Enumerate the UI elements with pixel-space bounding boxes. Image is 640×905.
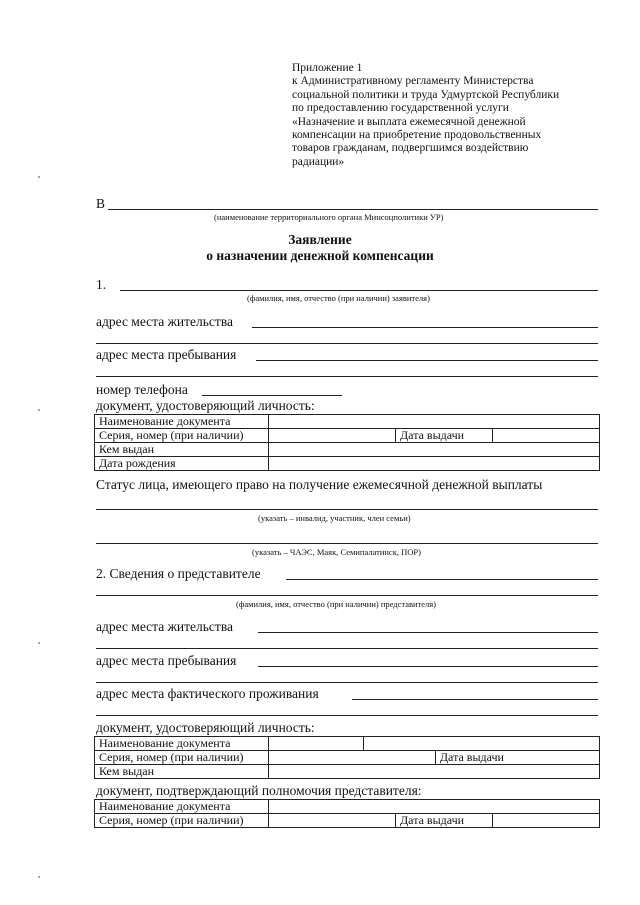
- series-cell[interactable]: [269, 814, 396, 828]
- issue-date-cell[interactable]: [493, 429, 600, 443]
- issue-date-label: Дата выдачи: [396, 429, 493, 443]
- document-subtitle: о назначении денежной компенсации: [206, 248, 434, 263]
- representative-id-table: [94, 736, 600, 779]
- series-cell[interactable]: [269, 429, 396, 443]
- table-row: [95, 814, 600, 828]
- section1-number: 1.: [96, 277, 107, 292]
- issued-by-label: Кем выдан: [95, 443, 269, 457]
- document-title: Заявление: [288, 232, 352, 247]
- doc-name-cell[interactable]: [269, 800, 600, 814]
- rep-residence-field[interactable]: [258, 632, 598, 633]
- rep-stay-field-2[interactable]: [96, 682, 598, 683]
- header-line: по предоставлению государственной услуги: [292, 102, 509, 115]
- stay-field-2[interactable]: [96, 376, 598, 377]
- scan-speck: [38, 642, 40, 644]
- header-line: социальной политики и труда Удмуртской Республики: [292, 88, 560, 101]
- phone-label: номер телефона: [96, 382, 188, 397]
- residence-label: адрес места жительства: [96, 314, 234, 329]
- table-row: [95, 800, 600, 814]
- scan-speck: [38, 876, 40, 878]
- table-row: [95, 765, 600, 779]
- rep-residence-field-2[interactable]: [96, 648, 598, 649]
- doc-name-cell[interactable]: [269, 415, 600, 429]
- issued-by-cell[interactable]: [269, 443, 600, 457]
- representative-name-field[interactable]: [96, 595, 598, 596]
- doc-name-cell-2[interactable]: [364, 737, 600, 751]
- table-row: [95, 443, 600, 457]
- representative-name-caption: (фамилия, имя, отчество (при наличии) представителя): [236, 599, 437, 609]
- table-row: [95, 457, 600, 471]
- authority-doc-table: [94, 799, 600, 828]
- status-field-2[interactable]: [96, 543, 598, 544]
- applicant-name-field[interactable]: [120, 290, 598, 291]
- series-label: Серия, номер (при наличии): [95, 814, 269, 828]
- authority-doc-label: документ, подтверждающий полномочия представителя:: [96, 783, 422, 798]
- header-line: компенсации на приобретение продовольственных: [292, 129, 542, 142]
- series-label: Серия, номер (при наличии): [95, 429, 269, 443]
- scan-speck: [38, 176, 40, 178]
- doc-name-cell[interactable]: [269, 737, 364, 751]
- rep-residence-label: адрес места жительства: [96, 619, 234, 634]
- issued-by-label: Кем выдан: [95, 765, 269, 779]
- header-line: «Назначение и выплата ежемесячной денежной: [292, 115, 526, 128]
- rep-actual-field-2[interactable]: [96, 715, 598, 716]
- table-row: [95, 737, 600, 751]
- status-caption-1: (указать – инвалид, участник, член семьи): [258, 513, 411, 523]
- table-row: [95, 429, 600, 443]
- applicant-name-caption: (фамилия, имя, отчество (при наличии) заявителя): [247, 293, 430, 303]
- residence-field-2[interactable]: [96, 343, 598, 344]
- doc-name-label: Наименование документа: [95, 737, 269, 751]
- series-cell[interactable]: [269, 751, 436, 765]
- birth-date-cell[interactable]: [269, 457, 600, 471]
- table-row: [95, 415, 600, 429]
- doc-name-label: Наименование документа: [95, 800, 269, 814]
- issued-by-cell[interactable]: [269, 765, 600, 779]
- addressee-prefix: В: [96, 196, 106, 211]
- scan-speck: [38, 409, 40, 411]
- rep-stay-field[interactable]: [258, 666, 598, 667]
- status-label: Статус лица, имеющего право на получение ежемесячной денежной выплаты: [96, 477, 543, 492]
- rep-stay-label: адрес места пребывания: [96, 653, 237, 668]
- doc-name-label: Наименование документа: [95, 415, 269, 429]
- status-field-1[interactable]: [96, 509, 598, 510]
- applicant-id-table: [94, 414, 600, 471]
- rep-actual-field[interactable]: [352, 699, 598, 700]
- issue-date-label: Дата выдачи: [435, 751, 599, 765]
- table-row: [95, 751, 600, 765]
- rep-id-doc-label: документ, удостоверяющий личность:: [96, 720, 315, 735]
- header-line: радиации»: [292, 155, 345, 168]
- birth-date-label: Дата рождения: [95, 457, 269, 471]
- stay-field[interactable]: [256, 360, 598, 361]
- stay-label: адрес места пребывания: [96, 347, 237, 362]
- header-line: к Административному регламенту Министерства: [292, 75, 534, 88]
- header-line: товаров гражданам, подвергшимся воздействию: [292, 142, 529, 155]
- series-label: Серия, номер (при наличии): [95, 751, 269, 765]
- header-line: Приложение 1: [292, 62, 363, 74]
- addressee-field[interactable]: [108, 209, 598, 210]
- representative-field[interactable]: [286, 579, 598, 580]
- issue-date-label: Дата выдачи: [396, 814, 493, 828]
- issue-date-cell[interactable]: [493, 814, 600, 828]
- status-caption-2: (указать – ЧАЭС, Маяк, Семипалатинск, ПОР): [252, 547, 421, 557]
- residence-field[interactable]: [252, 327, 598, 328]
- phone-field[interactable]: [202, 395, 342, 396]
- id-doc-label: документ, удостоверяющий личность:: [96, 398, 315, 413]
- rep-actual-label: адрес места фактического проживания: [96, 686, 319, 701]
- appendix-header: [292, 62, 559, 169]
- addressee-caption: (наименование территориального органа Минсоцполитики УР): [214, 212, 444, 222]
- section2-label: 2. Сведения о представителе: [96, 566, 261, 581]
